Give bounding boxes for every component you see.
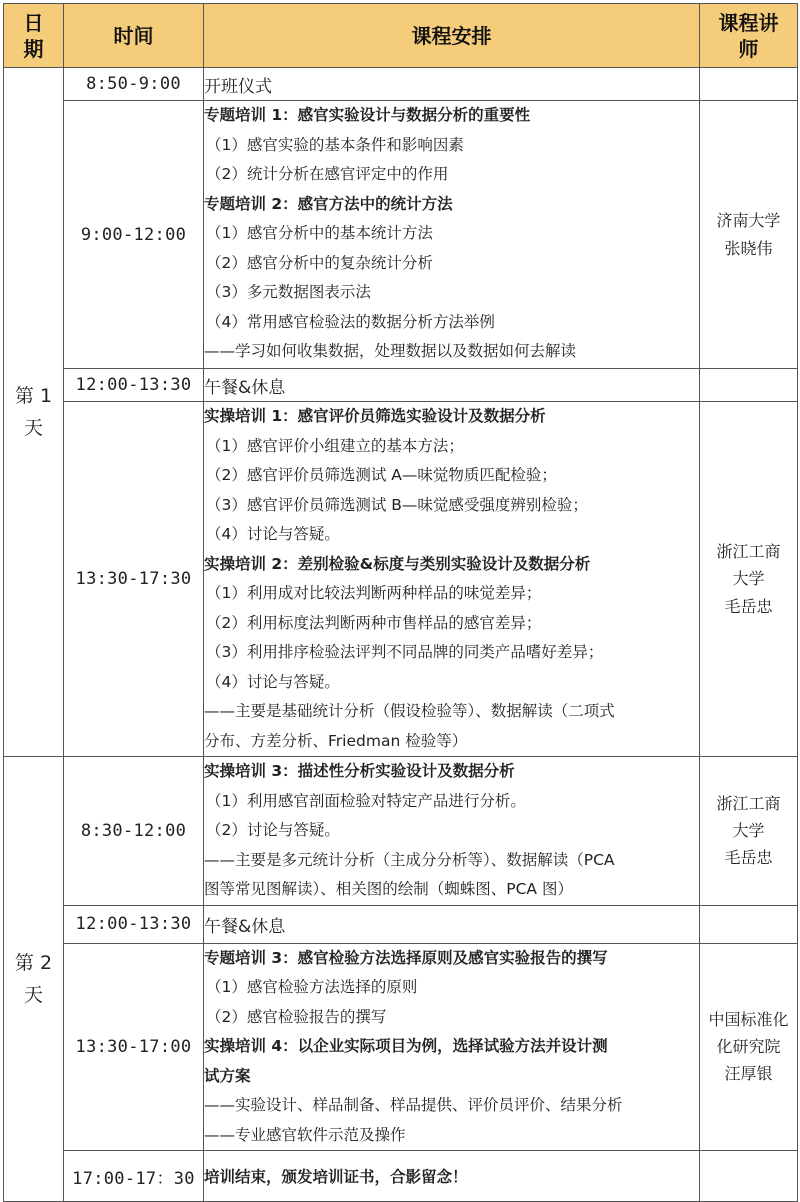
table-row bbox=[4, 943, 798, 1151]
session-content bbox=[204, 402, 700, 757]
session-content: 午餐&休息 bbox=[204, 369, 700, 402]
time-cell: 12:00-13:30 bbox=[64, 369, 204, 402]
time-cell: 12:00-13:30 bbox=[64, 905, 204, 943]
teacher-cell bbox=[700, 1151, 798, 1202]
session-content: 培训结束，颁发培训证书，合影留念！ bbox=[204, 1151, 700, 1202]
table-row bbox=[4, 757, 798, 906]
time-cell: 17:00-17：30 bbox=[64, 1151, 204, 1202]
session-title: 实操培训 1：感官评价员筛选实验设计及数据分析 bbox=[204, 407, 546, 425]
session-item: （1）感官分析中的基本统计方法 bbox=[206, 224, 433, 242]
time-cell: 8:50-9:00 bbox=[64, 68, 204, 101]
table-row bbox=[4, 905, 798, 943]
table-row bbox=[4, 1151, 798, 1202]
session-content bbox=[204, 943, 700, 1151]
session-item: （3）感官评价员筛选测试 B—味觉感受强度辨别检验； bbox=[206, 495, 588, 514]
teacher-cell: 浙江工商 大学 毛岳忠 bbox=[700, 402, 798, 757]
session-item: （1）利用感官剖面检验对特定产品进行分析。 bbox=[206, 791, 526, 810]
table-row bbox=[4, 68, 798, 101]
day1-label: 第 1 天 bbox=[4, 68, 64, 757]
time-cell: 9:00-12:00 bbox=[64, 101, 204, 369]
time-cell: 13:30-17:00 bbox=[64, 943, 204, 1151]
session-note: 分布、方差分析、Friedman 检验等） bbox=[204, 731, 468, 750]
session-note: 图等常见图解读）、相关图的绘制（蜘蛛图、PCA 图） bbox=[204, 880, 573, 898]
header-teacher: 课程讲 师 bbox=[700, 4, 798, 68]
session-item: （2）感官评价员筛选测试 A—味觉物质匹配检验； bbox=[206, 466, 557, 484]
session-item: （1）利用成对比较法判断两种样品的味觉差异； bbox=[206, 584, 542, 602]
session-note: ——主要是基础统计分析（假设检验等）、数据解读（二项式 bbox=[204, 702, 615, 720]
session-content bbox=[204, 101, 700, 369]
header-row bbox=[4, 4, 798, 68]
session-item: （2）感官分析中的复杂统计分析 bbox=[206, 253, 433, 272]
session-item: （4）讨论与答疑。 bbox=[206, 525, 340, 543]
session-title: 实操培训 4：以企业实际项目为例，选择试验方法并设计测 bbox=[204, 1037, 608, 1055]
session-item: （2）利用标度法判断两种市售样品的感官差异； bbox=[206, 613, 542, 632]
session-item: （2）统计分析在感官评定中的作用 bbox=[206, 165, 449, 183]
session-content bbox=[204, 757, 700, 906]
session-item: （4）常用感官检验法的数据分析方法举例 bbox=[206, 312, 495, 331]
session-content: 午餐&休息 bbox=[204, 905, 700, 943]
session-title: 专题培训 3：感官检验方法选择原则及感官实验报告的撰写 bbox=[204, 948, 608, 967]
session-note: ——实验设计、样品制备、样品提供、评价员评价、结果分析 bbox=[204, 1096, 623, 1114]
header-date: 日 期 bbox=[4, 4, 64, 68]
session-item: （1）感官检验方法选择的原则 bbox=[206, 978, 418, 996]
table-row bbox=[4, 369, 798, 402]
session-item: （3）利用排序检验法评判不同品牌的同类产品嗜好差异； bbox=[206, 643, 604, 661]
time-cell: 8:30-12:00 bbox=[64, 757, 204, 906]
teacher-cell: 济南大学 张晓伟 bbox=[700, 101, 798, 369]
session-item: （1）感官评价小组建立的基本方法； bbox=[206, 436, 464, 455]
session-item: （2）感官检验报告的撰写 bbox=[206, 1007, 387, 1026]
session-title: 实操培训 2：差别检验&标度与类别实验设计及数据分析 bbox=[204, 554, 591, 573]
session-content: 开班仪式 bbox=[204, 68, 700, 101]
day2-label: 第 2 天 bbox=[4, 757, 64, 1202]
session-note: ——专业感官软件示范及操作 bbox=[204, 1125, 406, 1144]
time-cell: 13:30-17:30 bbox=[64, 402, 204, 757]
teacher-cell bbox=[700, 369, 798, 402]
session-title: 专题培训 2：感官方法中的统计方法 bbox=[204, 194, 453, 213]
session-item: （2）讨论与答疑。 bbox=[206, 821, 340, 839]
session-item: （3）多元数据图表示法 bbox=[206, 283, 371, 301]
session-note: ——主要是多元统计分析（主成分分析等）、数据解读（PCA bbox=[204, 850, 615, 869]
table-row bbox=[4, 101, 798, 369]
session-title: 专题培训 1：感官实验设计与数据分析的重要性 bbox=[204, 106, 531, 124]
table-row bbox=[4, 402, 798, 757]
course-schedule-table bbox=[3, 3, 798, 1202]
header-time: 时间 bbox=[64, 4, 204, 68]
session-item: （1）感官实验的基本条件和影响因素 bbox=[206, 135, 464, 154]
teacher-cell: 浙江工商 大学 毛岳忠 bbox=[700, 757, 798, 906]
session-note: ——学习如何收集数据，处理数据以及数据如何去解读 bbox=[204, 342, 577, 360]
session-title: 实操培训 3：描述性分析实验设计及数据分析 bbox=[204, 762, 515, 780]
teacher-cell: 中国标准化 化研究院 汪厚银 bbox=[700, 943, 798, 1151]
teacher-cell bbox=[700, 905, 798, 943]
header-course: 课程安排 bbox=[204, 4, 700, 68]
teacher-cell bbox=[700, 68, 798, 101]
session-title: 试方案 bbox=[204, 1066, 251, 1085]
session-item: （4）讨论与答疑。 bbox=[206, 672, 340, 691]
